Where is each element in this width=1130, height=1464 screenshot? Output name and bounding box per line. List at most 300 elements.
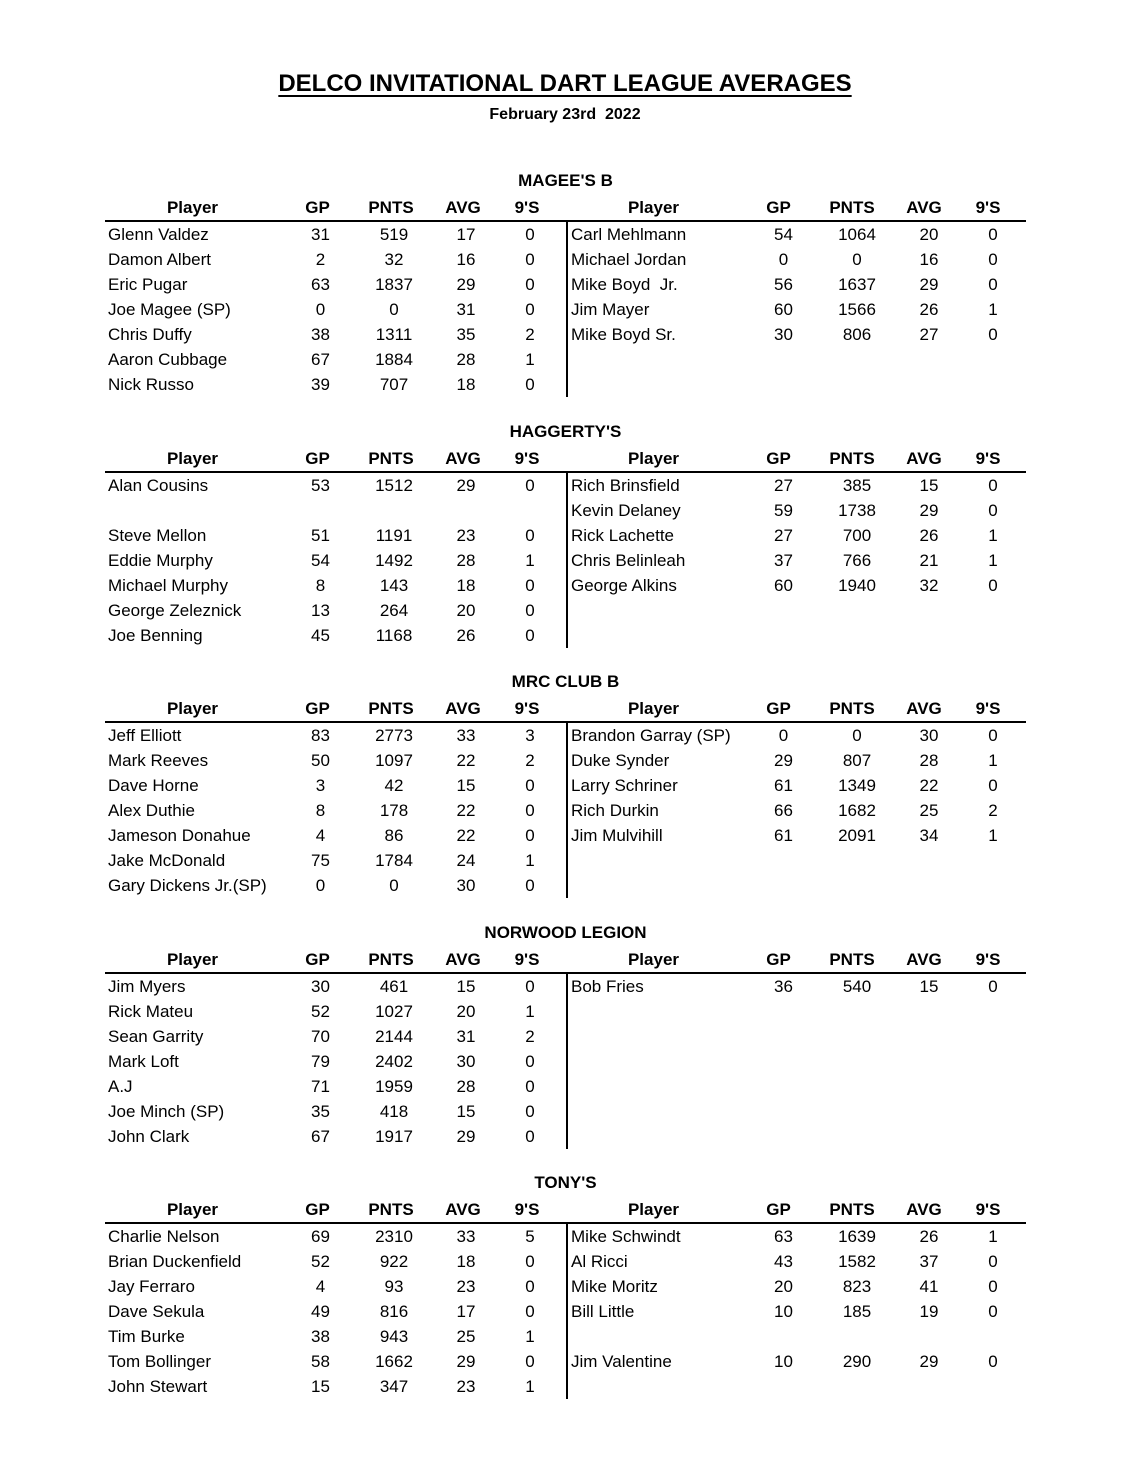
table-row (105, 1024, 566, 1049)
section-norwood-legion (105, 922, 1026, 1149)
stat-pnts-cell: 700 (842, 525, 872, 545)
stat-nines-cell: 5 (525, 1227, 535, 1246)
stat-gp-cell: 70 (311, 1026, 330, 1046)
stat-pnts-cell: 943 (379, 1327, 409, 1346)
table-row (105, 247, 566, 272)
column-header-gp: GP (305, 1200, 330, 1219)
stat-pnts-cell: 178 (379, 801, 409, 820)
stat-avg-cell: 26 (919, 525, 939, 545)
stat-nines-cell: 0 (525, 976, 535, 996)
table-row (105, 473, 566, 498)
stat-nines-cell: 0 (525, 525, 535, 545)
column-header-9-s: 9'S (514, 448, 540, 468)
stat-avg-cell: 30 (456, 1051, 476, 1071)
stat-pnts-cell: 1097 (375, 751, 413, 770)
stat-pnts-cell: 806 (842, 325, 872, 344)
stat-nines-cell: 0 (988, 1277, 998, 1296)
section-magee-s-b (105, 170, 1026, 397)
player-name-cell: Duke Synder (571, 751, 670, 770)
column-header-player: Player (166, 1200, 219, 1219)
stat-nines-cell: 1 (525, 550, 535, 570)
stat-pnts-cell: 1662 (375, 1352, 413, 1371)
column-header-gp: GP (766, 949, 791, 969)
stat-pnts-cell: 1064 (838, 225, 876, 244)
column-header-gp: GP (766, 198, 791, 217)
stat-nines-cell: 2 (988, 801, 998, 820)
stat-avg-cell: 35 (456, 325, 476, 344)
stat-nines-cell: 0 (988, 1302, 998, 1321)
stat-nines-cell: 1 (988, 1227, 998, 1246)
table-row (568, 823, 1027, 848)
stat-gp-cell: 38 (311, 1327, 330, 1346)
table-row (568, 473, 1027, 498)
column-header-pnts: PNTS (368, 1200, 414, 1219)
stat-nines-cell: 0 (525, 826, 535, 845)
stat-avg-cell: 28 (919, 751, 939, 770)
stat-avg-cell: 34 (919, 826, 939, 845)
column-header-9-s: 9'S (975, 949, 1001, 969)
player-name-cell: Alex Duthie (108, 801, 195, 820)
player-name-cell: Mike Boyd Sr. (571, 325, 676, 344)
stat-avg-cell: 22 (456, 826, 476, 845)
stat-avg-cell: 32 (919, 575, 939, 595)
table-row (105, 573, 566, 598)
stat-gp-cell: 15 (311, 1377, 330, 1396)
column-header-player: Player (627, 1200, 680, 1219)
player-name-cell: Larry Schriner (571, 776, 678, 795)
page-date: February 23rd 2022 (489, 106, 641, 123)
table-row (568, 773, 1027, 798)
column-header-pnts: PNTS (368, 949, 414, 969)
stat-pnts-cell: 2402 (375, 1051, 413, 1071)
player-name-cell: Joe Benning (108, 625, 203, 645)
stat-avg-cell: 25 (919, 801, 939, 820)
stat-pnts-cell: 185 (842, 1302, 872, 1321)
section-title: TONY'S (534, 1173, 597, 1192)
column-header-player: Player (627, 699, 680, 718)
stat-avg-cell: 23 (456, 1277, 476, 1296)
stat-pnts-cell: 1311 (375, 325, 413, 344)
column-header-pnts: PNTS (368, 198, 414, 217)
left-table-header (105, 1197, 566, 1222)
stat-avg-cell: 26 (919, 300, 939, 319)
stat-pnts-cell: 290 (842, 1352, 872, 1371)
stat-avg-cell: 33 (456, 726, 476, 745)
stat-pnts-cell (358, 498, 430, 523)
table-row (568, 498, 1027, 523)
stat-nines-cell: 0 (525, 1076, 535, 1096)
stat-pnts-cell: 385 (842, 475, 872, 495)
column-header-avg: AVG (906, 949, 942, 969)
table-row (105, 222, 566, 247)
column-header-gp: GP (766, 699, 791, 718)
stat-gp-cell: 58 (311, 1352, 330, 1371)
section-title: MAGEE'S B (518, 171, 613, 190)
stat-nines-cell: 2 (525, 751, 535, 770)
column-header-player: Player (627, 448, 680, 468)
player-name-cell: Bill Little (571, 1302, 635, 1321)
stat-avg-cell: 23 (456, 525, 476, 545)
stat-gp-cell: 27 (774, 525, 793, 545)
table-row (105, 523, 566, 548)
stat-pnts-cell: 2091 (838, 826, 876, 845)
stat-nines-cell: 1 (525, 350, 535, 369)
stat-nines-cell: 0 (525, 625, 535, 645)
stat-nines-cell: 0 (988, 325, 998, 344)
table-row (105, 723, 566, 748)
player-name-cell: Carl Mehlmann (571, 225, 687, 244)
right-table (566, 473, 1027, 648)
left-table-header (105, 446, 566, 471)
stat-avg-cell: 22 (456, 751, 476, 770)
right-table (566, 974, 1027, 1149)
stat-avg-cell: 29 (919, 1352, 939, 1371)
stat-gp-cell: 45 (311, 625, 330, 645)
player-name-cell: Jim Mulvihill (571, 826, 663, 845)
stat-nines-cell: 0 (988, 1252, 998, 1271)
stat-nines-cell: 0 (525, 1352, 535, 1371)
stat-gp-cell: 39 (311, 375, 330, 394)
player-name-cell: Tim Burke (108, 1327, 185, 1346)
player-name-cell: John Stewart (108, 1377, 208, 1396)
stat-nines-cell: 0 (988, 776, 998, 795)
stat-pnts-cell: 0 (389, 300, 399, 319)
table-header-row (105, 947, 1026, 974)
table-row (568, 748, 1027, 773)
stat-pnts-cell: 0 (389, 876, 399, 895)
stat-avg-cell: 16 (456, 250, 476, 269)
column-header-pnts: PNTS (829, 1200, 875, 1219)
stat-pnts-cell: 42 (384, 776, 404, 795)
player-name-cell: George Zeleznick (108, 600, 242, 620)
table-row (568, 798, 1027, 823)
stat-gp-cell: 0 (778, 726, 789, 745)
stat-nines-cell: 0 (525, 250, 535, 269)
section-mrc-club-b (105, 671, 1026, 898)
column-header-player: Player (166, 448, 219, 468)
table-row (568, 1224, 1027, 1249)
table-row (105, 1049, 566, 1074)
stat-gp-cell: 83 (311, 726, 330, 745)
stat-gp-cell: 0 (315, 876, 326, 895)
player-name-cell (105, 498, 283, 523)
stat-gp-cell: 63 (311, 275, 330, 294)
stat-avg-cell: 20 (456, 1001, 476, 1021)
stat-gp-cell: 71 (311, 1076, 330, 1096)
stat-pnts-cell: 1738 (838, 500, 876, 520)
right-table (566, 723, 1027, 898)
player-name-cell: Dave Sekula (108, 1302, 205, 1321)
table-row (105, 322, 566, 347)
player-name-cell: Dave Horne (108, 776, 199, 795)
column-header-pnts: PNTS (829, 448, 875, 468)
column-header-player: Player (627, 198, 680, 217)
stat-nines-cell: 0 (525, 1302, 535, 1321)
stat-gp-cell: 36 (774, 976, 793, 996)
player-name-cell: Chris Duffy (108, 325, 192, 344)
stat-pnts-cell: 1168 (375, 625, 413, 645)
player-name-cell: Nick Russo (108, 375, 194, 394)
player-name-cell: Jim Valentine (571, 1352, 672, 1371)
player-name-cell: Mark Loft (108, 1051, 179, 1071)
stat-nines-cell: 0 (525, 801, 535, 820)
stat-avg-cell: 17 (456, 1302, 476, 1321)
player-name-cell: Charlie Nelson (108, 1227, 220, 1246)
stat-pnts-cell: 1959 (375, 1076, 413, 1096)
stat-gp-cell: 27 (774, 475, 793, 495)
column-header-avg: AVG (445, 198, 481, 217)
stat-gp-cell (283, 498, 358, 523)
stat-nines-cell: 3 (525, 726, 535, 745)
stat-avg-cell: 18 (456, 575, 476, 595)
table-body (105, 473, 1026, 648)
stat-gp-cell: 4 (315, 826, 326, 845)
stat-pnts-cell: 1191 (375, 525, 413, 545)
right-table-header (566, 696, 1027, 721)
stat-nines-cell: 1 (988, 300, 998, 319)
stat-nines-cell: 2 (525, 325, 535, 344)
stat-gp-cell: 2 (315, 250, 326, 269)
section-haggerty-s (105, 421, 1026, 648)
column-header-9-s: 9'S (975, 699, 1001, 718)
stat-avg-cell: 25 (456, 1327, 476, 1346)
stat-pnts-cell: 519 (379, 225, 409, 244)
column-header-player: Player (627, 949, 680, 969)
stat-pnts-cell: 32 (384, 250, 404, 269)
column-header-pnts: PNTS (829, 699, 875, 718)
stat-gp-cell: 59 (774, 500, 793, 520)
stat-pnts-cell: 1512 (375, 475, 413, 495)
stat-nines-cell: 1 (988, 826, 998, 845)
player-name-cell: Eddie Murphy (108, 550, 213, 570)
stat-pnts-cell: 1682 (838, 801, 876, 820)
player-name-cell: Rick Lachette (571, 525, 674, 545)
player-name-cell: Jim Mayer (571, 300, 650, 319)
stat-nines-cell: 1 (525, 1001, 535, 1021)
stat-avg-cell: 30 (456, 876, 476, 895)
player-name-cell: Rich Durkin (571, 801, 659, 820)
player-name-cell: Jameson Donahue (108, 826, 251, 845)
left-table (105, 222, 566, 397)
stat-nines-cell: 0 (525, 1101, 535, 1121)
table-row (105, 1324, 566, 1349)
player-name-cell: Joe Minch (SP) (108, 1101, 225, 1121)
stat-nines-cell: 0 (988, 225, 998, 244)
table-row (105, 1124, 566, 1149)
stat-nines-cell (502, 498, 558, 523)
table-row (105, 297, 566, 322)
table-row (568, 723, 1027, 748)
player-name-cell: Glenn Valdez (108, 225, 209, 244)
stat-gp-cell: 20 (774, 1277, 793, 1296)
stat-pnts-cell: 823 (842, 1277, 872, 1296)
table-row (105, 798, 566, 823)
stat-avg-cell: 15 (919, 475, 939, 495)
table-row (105, 823, 566, 848)
table-body (105, 1224, 1026, 1399)
player-name-cell: Al Ricci (571, 1252, 628, 1271)
stat-gp-cell: 51 (311, 525, 330, 545)
stat-pnts-cell: 1637 (838, 275, 876, 294)
stat-pnts-cell: 0 (852, 726, 862, 745)
table-row (105, 1224, 566, 1249)
player-name-cell: Mark Reeves (108, 751, 209, 770)
stat-pnts-cell: 0 (852, 250, 862, 269)
stat-nines-cell: 0 (988, 726, 998, 745)
player-name-cell: George Alkins (571, 575, 677, 595)
stat-avg-cell: 22 (919, 776, 939, 795)
stat-gp-cell: 4 (315, 1277, 326, 1296)
stat-avg-cell: 31 (456, 1026, 476, 1046)
stat-gp-cell: 29 (774, 751, 793, 770)
player-name-cell: Sean Garrity (108, 1026, 204, 1046)
table-header-row (105, 696, 1026, 723)
left-table (105, 1224, 566, 1399)
stat-gp-cell: 60 (774, 575, 793, 595)
player-name-cell: Kevin Delaney (571, 500, 681, 520)
stat-avg-cell (430, 498, 502, 523)
stat-gp-cell: 10 (774, 1352, 793, 1371)
column-header-9-s: 9'S (514, 1200, 540, 1219)
stat-gp-cell: 37 (774, 550, 793, 570)
stat-pnts-cell: 2773 (375, 726, 413, 745)
left-table (105, 723, 566, 898)
column-header-avg: AVG (906, 1200, 942, 1219)
stat-pnts-cell: 816 (379, 1302, 409, 1321)
table-row (568, 548, 1027, 573)
stat-gp-cell: 75 (311, 851, 330, 870)
stat-nines-cell: 0 (988, 976, 998, 996)
table-row-empty (105, 498, 566, 523)
stat-pnts-cell: 461 (379, 976, 409, 996)
table-row (568, 974, 1027, 999)
table-body (105, 723, 1026, 898)
page-title: DELCO INVITATIONAL DART LEAGUE AVERAGES (278, 70, 852, 97)
stat-gp-cell: 30 (311, 976, 330, 996)
column-header-gp: GP (766, 448, 791, 468)
stat-avg-cell: 22 (456, 801, 476, 820)
player-name-cell: Michael Jordan (571, 250, 687, 269)
right-table (566, 1224, 1027, 1399)
stat-pnts-cell: 1884 (375, 350, 413, 369)
player-name-cell: Mike Moritz (571, 1277, 658, 1296)
column-header-gp: GP (305, 198, 330, 217)
stat-avg-cell: 19 (919, 1302, 939, 1321)
stat-nines-cell: 0 (525, 300, 535, 319)
stat-nines-cell: 1 (525, 1327, 535, 1346)
column-header-9-s: 9'S (975, 1200, 1001, 1219)
stat-avg-cell: 29 (456, 1352, 476, 1371)
stat-avg-cell: 28 (456, 350, 476, 369)
stat-avg-cell: 31 (456, 300, 476, 319)
player-name-cell: Mike Boyd Jr. (571, 275, 678, 294)
stat-gp-cell: 43 (774, 1252, 793, 1271)
stat-gp-cell: 60 (774, 300, 793, 319)
column-header-9-s: 9'S (975, 448, 1001, 468)
player-name-cell: Alan Cousins (108, 475, 209, 495)
column-header-avg: AVG (445, 949, 481, 969)
stat-gp-cell: 52 (311, 1001, 330, 1021)
table-row (568, 247, 1027, 272)
table-row (105, 873, 566, 898)
player-name-cell: Chris Belinleah (571, 550, 686, 570)
right-table-header (566, 1197, 1027, 1222)
stat-gp-cell: 30 (774, 325, 793, 344)
table-row (105, 999, 566, 1024)
stat-pnts-cell: 1492 (375, 550, 413, 570)
table-body (105, 974, 1026, 1149)
stat-avg-cell: 29 (919, 275, 939, 294)
player-name-cell: Jeff Elliott (108, 726, 182, 745)
left-table-header (105, 696, 566, 721)
column-header-9-s: 9'S (514, 949, 540, 969)
stat-avg-cell: 15 (456, 1101, 476, 1121)
stat-nines-cell: 0 (988, 250, 998, 269)
stat-nines-cell: 0 (525, 1277, 535, 1296)
stat-pnts-cell: 1566 (838, 300, 876, 319)
table-row (105, 1349, 566, 1374)
stat-nines-cell: 0 (988, 275, 998, 294)
stat-gp-cell: 61 (774, 776, 793, 795)
stat-gp-cell: 67 (311, 350, 330, 369)
stat-nines-cell: 0 (525, 225, 535, 244)
column-header-player: Player (166, 699, 219, 718)
stat-nines-cell: 0 (988, 1352, 998, 1371)
stat-pnts-cell (821, 1324, 893, 1349)
stat-avg-cell: 24 (456, 851, 476, 870)
stat-pnts-cell: 143 (379, 575, 409, 595)
table-row (105, 1374, 566, 1399)
table-row (568, 573, 1027, 598)
left-table (105, 473, 566, 648)
stat-gp-cell: 0 (315, 300, 326, 319)
column-header-avg: AVG (445, 448, 481, 468)
stat-pnts-cell: 1582 (838, 1252, 876, 1271)
column-header-9-s: 9'S (975, 198, 1001, 217)
stat-avg-cell: 18 (456, 375, 476, 394)
stat-nines-cell: 0 (525, 1252, 535, 1271)
table-row (105, 548, 566, 573)
table-row (105, 272, 566, 297)
table-row (105, 1074, 566, 1099)
right-table-header (566, 195, 1027, 220)
table-row (105, 372, 566, 397)
stat-avg-cell: 17 (456, 225, 476, 244)
table-row (105, 848, 566, 873)
player-name-cell: Rick Mateu (108, 1001, 194, 1021)
right-table-header (566, 947, 1027, 972)
column-header-gp: GP (766, 1200, 791, 1219)
stat-avg-cell (893, 1324, 965, 1349)
stat-pnts-cell: 1837 (375, 275, 413, 294)
stat-gp-cell: 38 (311, 325, 330, 344)
stat-gp-cell: 54 (311, 550, 330, 570)
stat-avg-cell: 16 (919, 250, 939, 269)
column-header-gp: GP (305, 699, 330, 718)
stat-nines-cell: 0 (525, 776, 535, 795)
table-header-row (105, 195, 1026, 222)
table-row (105, 974, 566, 999)
table-row (105, 1099, 566, 1124)
stat-pnts-cell: 922 (379, 1252, 409, 1271)
stat-gp-cell: 3 (315, 776, 326, 795)
stat-nines-cell: 0 (988, 500, 998, 520)
column-header-9-s: 9'S (514, 198, 540, 217)
stat-avg-cell: 18 (456, 1252, 476, 1271)
stat-avg-cell: 29 (456, 475, 476, 495)
player-name-cell: Bob Fries (571, 976, 644, 996)
table-row (105, 1299, 566, 1324)
